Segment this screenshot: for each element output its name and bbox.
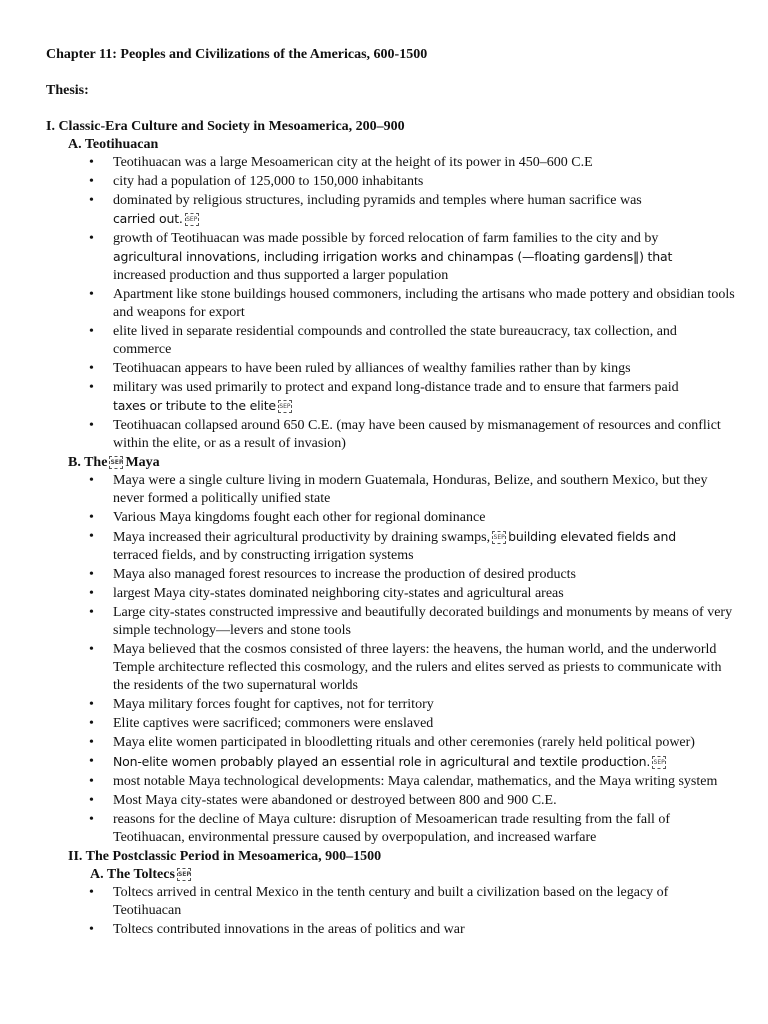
list-item: • largest Maya city-states dominated neighboring city-states and agricultural areas — [46, 585, 736, 603]
list-item: • Toltecs contributed innovations in the areas of politics and war — [46, 921, 736, 939]
subheading-maya: B. The SEP Maya — [68, 455, 160, 470]
list-item: • city had a population of 125,000 to 150,000 inhabitants — [46, 173, 736, 191]
subheading-toltecs: A. The Toltecs SEP — [90, 867, 191, 882]
toltec-list — [46, 884, 736, 939]
list-item: • Maya also managed forest resources to increase the production of desired products — [46, 566, 736, 584]
list-item: • Toltecs arrived in central Mexico in the tenth century and built a civilization based on the legacy of Teotihuacan — [46, 884, 736, 920]
subheading-teotihuacan: A. Teotihuacan — [68, 137, 159, 152]
separator-glyph-icon: SEP — [652, 756, 666, 769]
maya-list — [46, 472, 736, 847]
list-item: • Most Maya city-states were abandoned or destroyed between 800 and 900 C.E. — [46, 792, 736, 810]
list-item: • Large city-states constructed impressive and beautifully decorated buildings and monuments by means of very simple technology—levers and stone tools — [46, 604, 736, 640]
list-item: • elite lived in separate residential compounds and controlled the state bureaucracy, tax collection, and commerce — [46, 323, 736, 359]
outline-body — [46, 136, 736, 940]
list-item: • Maya believed that the cosmos consisted of three layers: the heavens, the human world, and the underworld Temple architecture reflected this cosmology, and the rulers and elites served as priests to communicate with the residents of the two supernatural worlds — [46, 641, 736, 695]
list-item: • Various Maya kingdoms fought each other for regional dominance — [46, 509, 736, 527]
separator-glyph-icon: SEP — [185, 213, 199, 226]
list-item: • growth of Teotihuacan was made possible by forced relocation of farm families to the city and by agricultural innovations, including irrigation works and chinampas (—floating gardens‖) that increased production and thus supported a larger population — [46, 230, 736, 285]
chapter-title: Chapter 11: Peoples and Civilizations of the Americas, 600-1500 — [46, 47, 428, 62]
list-item: • military was used primarily to protect and expand long-distance trade and to ensure that farmers paid taxes or tribute to the elite SEP — [46, 379, 736, 416]
separator-glyph-icon: SEP — [492, 531, 506, 544]
list-item: • Maya increased their agricultural productivity by draining swamps, SEP building elevated fields and terraced fields, and by constructing irrigation systems — [46, 528, 736, 565]
separator-glyph-icon: SEP — [278, 400, 292, 413]
list-item: • Maya military forces fought for captives, not for territory — [46, 696, 736, 714]
list-item: • Teotihuacan appears to have been ruled by alliances of wealthy families rather than by kings — [46, 360, 736, 378]
separator-glyph-icon: SEP — [109, 456, 123, 469]
list-item: • reasons for the decline of Maya culture: disruption of Mesoamerican trade resulting from the fall of Teotihuacan, environmental pressure caused by overpopulation, and increased warfare — [46, 811, 736, 847]
list-item: • Apartment like stone buildings housed commoners, including the artisans who made pottery and obsidian tools and weapons for export — [46, 286, 736, 322]
list-item: • Non-elite women probably played an essential role in agricultural and textile production. SEP — [46, 753, 736, 772]
list-item: • Maya were a single culture living in modern Guatemala, Honduras, Belize, and southern Mexico, but they never formed a politically unified state — [46, 472, 736, 508]
list-item: • dominated by religious structures, including pyramids and temples where human sacrifice was carried out. SEP — [46, 192, 736, 229]
list-item: • Elite captives were sacrificed; commoners were enslaved — [46, 715, 736, 733]
separator-glyph-icon: SEP — [177, 868, 191, 881]
list-item: • most notable Maya technological developments: Maya calendar, mathematics, and the Maya writing system — [46, 773, 736, 791]
thesis-label: Thesis: — [46, 83, 89, 98]
section-heading-2: II. The Postclassic Period in Mesoamerica, 900–1500 — [68, 849, 382, 864]
list-item: • Teotihuacan collapsed around 650 C.E. (may have been caused by mismanagement of resources and conflict within the elite, or as a result of invasion) — [46, 417, 736, 453]
teotihuacan-list — [46, 154, 736, 453]
section-heading-1: I. Classic-Era Culture and Society in Mesoamerica, 200–900 — [46, 119, 405, 134]
list-item: • Maya elite women participated in bloodletting rituals and other ceremonies (rarely held political power) — [46, 734, 736, 752]
list-item: • Teotihuacan was a large Mesoamerican city at the height of its power in 450–600 C.E — [46, 154, 736, 172]
